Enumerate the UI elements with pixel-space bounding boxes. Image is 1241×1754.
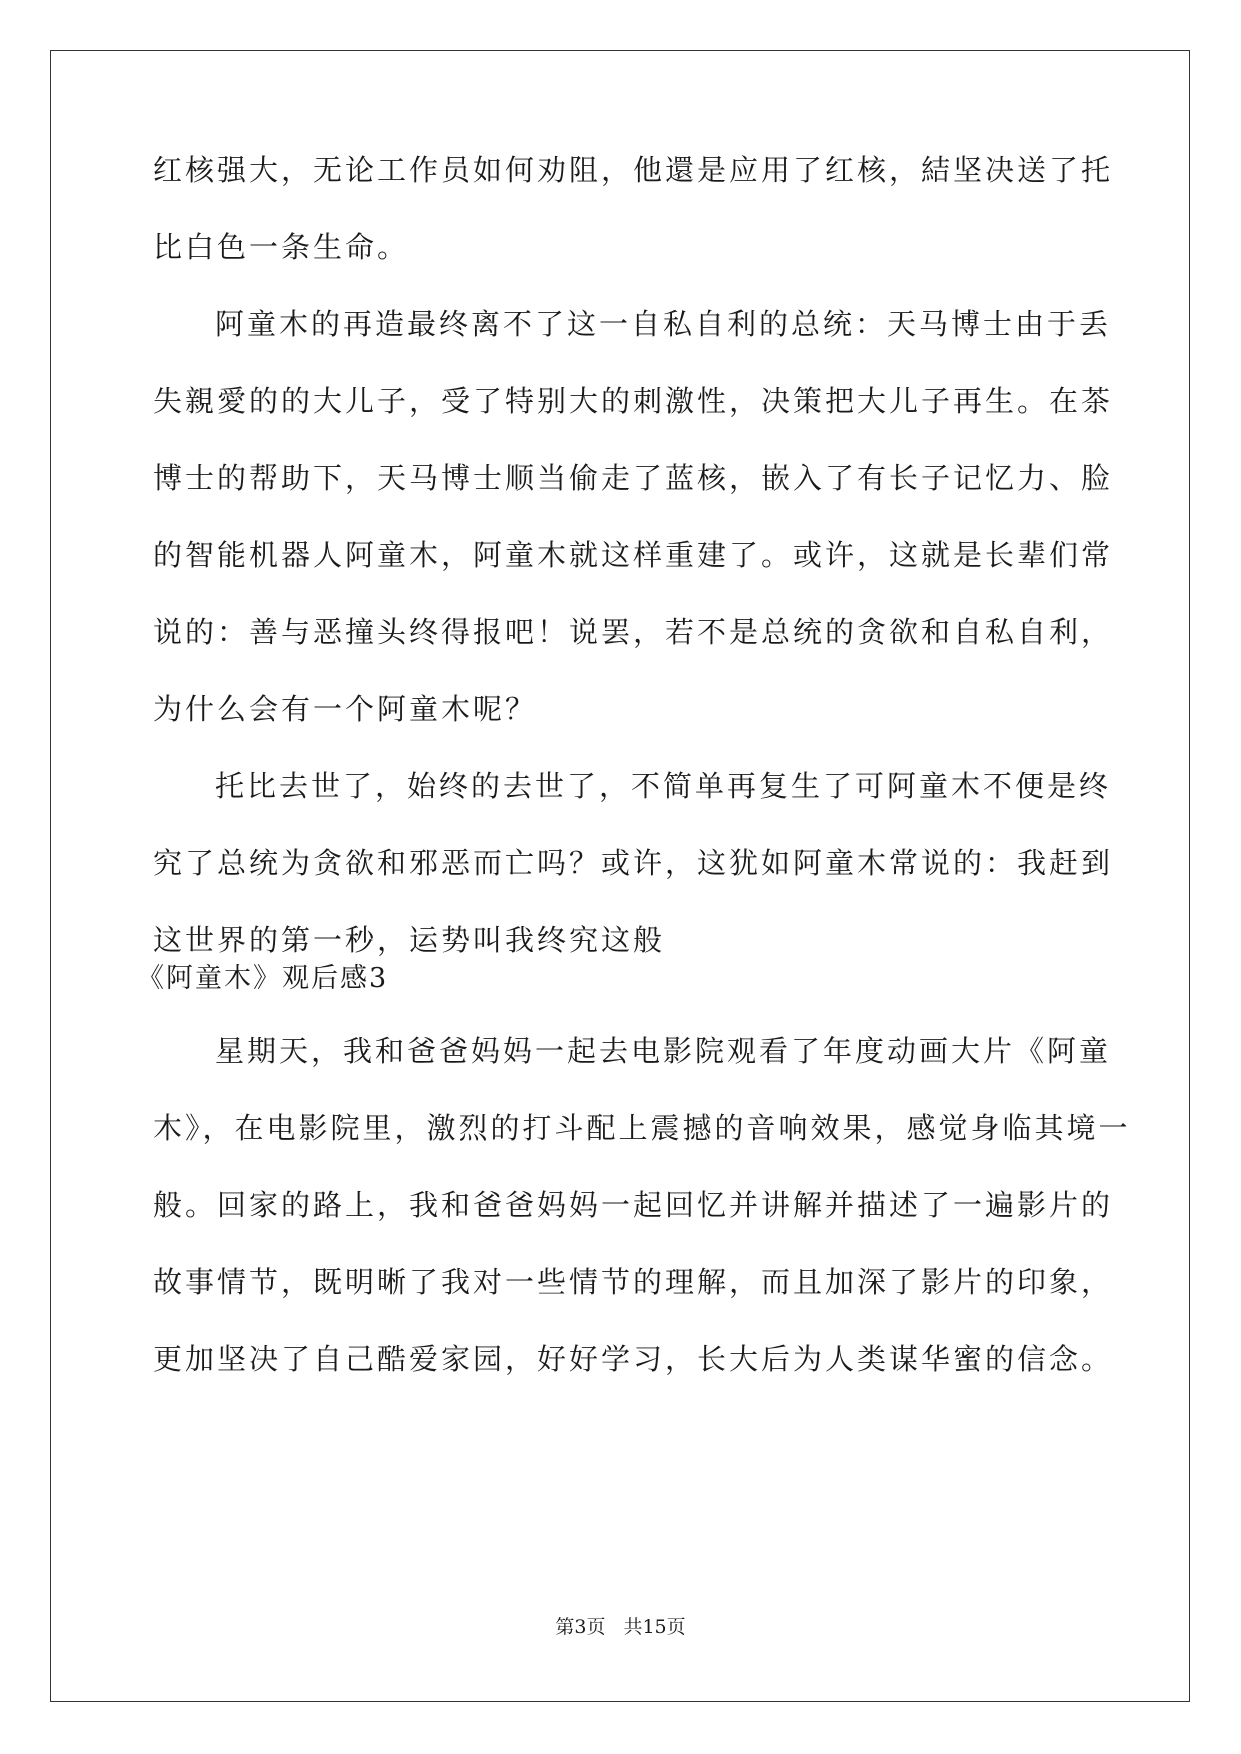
text-line: 星期天，我和爸爸妈妈一起去电影院观看了年度动画大片《阿童 <box>215 1034 1112 1068</box>
page-number: 第3页 <box>555 1616 606 1638</box>
text-line: 博士的帮助下，天马博士顺当偷走了蓝核，嵌入了有长子记忆力、脸 <box>153 461 1114 495</box>
paragraph-1 <box>153 132 1114 286</box>
paragraph-4 <box>153 1013 1131 1398</box>
text-line: 比白色一条生命。 <box>153 230 410 264</box>
text-line: 究了总统为贪欲和邪恶而亡吗？或许，这犹如阿童木常说的：我赶到 <box>153 846 1114 880</box>
text-line: 般。回家的路上，我和爸爸妈妈一起回忆并讲解并描述了一遍影片的 <box>153 1188 1114 1222</box>
text-line: 说的：善与恶撞头终得报吧！说罢，若不是总统的贪欲和自私自利， <box>153 615 1114 649</box>
text-line: 红核强大，无论工作员如何劝阻，他還是应用了红核，結坚决送了托 <box>153 153 1114 187</box>
paragraph-3 <box>153 748 1114 979</box>
page-total: 共15页 <box>623 1616 686 1638</box>
section-heading: 《阿童木》观后感3 <box>137 963 389 994</box>
page-footer <box>0 1615 1241 1639</box>
text-line: 木》，在电影院里，激烈的打斗配上震撼的音响效果，感觉身临其境一 <box>153 1111 1131 1145</box>
text-line: 失親愛的的大儿子，受了特别大的刺激性，决策把大儿子再生。在茶 <box>153 384 1114 418</box>
paragraph-2 <box>153 286 1114 748</box>
text-line: 这世界的第一秒，运势叫我终究这般 <box>153 923 666 957</box>
text-line: 故事情节，既明晰了我对一些情节的理解，而且加深了影片的印象， <box>153 1265 1114 1299</box>
text-line: 阿童木的再造最终离不了这一自私自利的总统：天马博士由于丢 <box>215 307 1112 341</box>
text-line: 为什么会有一个阿童木呢？ <box>153 692 538 726</box>
text-line: 托比去世了，始终的去世了，不简单再复生了可阿童木不便是终 <box>215 769 1112 803</box>
text-line: 的智能机器人阿童木，阿童木就这样重建了。或许，这就是长辈们常 <box>153 538 1114 572</box>
text-line: 更加坚决了自己酷爱家园，好好学习，长大后为人类谋华蜜的信念。 <box>153 1342 1114 1376</box>
